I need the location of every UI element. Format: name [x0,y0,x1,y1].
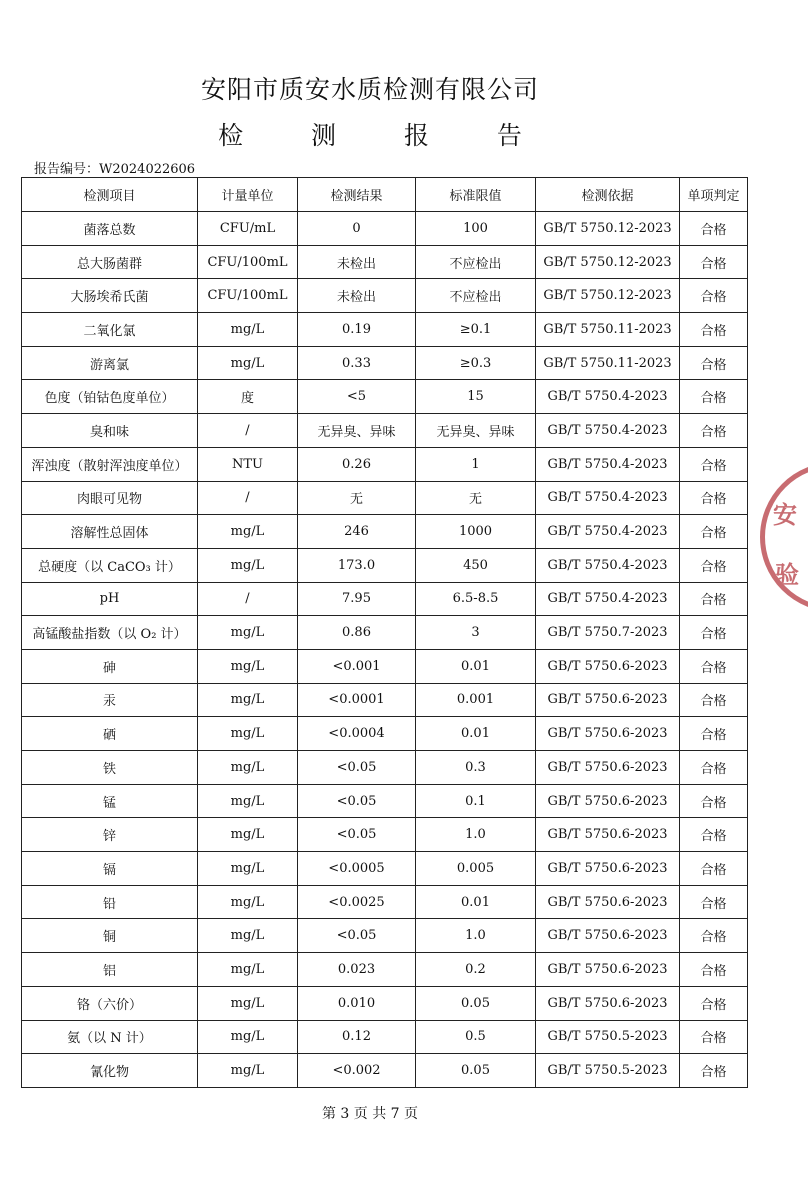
table-row [22,717,748,751]
result-cell: 246 [298,515,416,549]
item-cell: 砷 [22,649,198,683]
limit-cell: 1.0 [416,919,536,953]
table-row [22,683,748,717]
unit-cell: mg/L [198,313,298,347]
limit-cell: 6.5-8.5 [416,582,536,616]
verdict-cell: 合格 [680,683,748,717]
limit-cell: 0.1 [416,784,536,818]
result-cell: <0.0025 [298,885,416,919]
method-cell: GB/T 5750.4-2023 [536,447,680,481]
verdict-cell: 合格 [680,953,748,987]
result-cell: 未检出 [298,245,416,279]
column-header: 检测项目 [22,178,198,212]
result-cell: <0.001 [298,649,416,683]
result-cell: 0.86 [298,616,416,650]
limit-cell: ≥0.1 [416,313,536,347]
item-cell: 高锰酸盐指数（以 O₂ 计） [22,616,198,650]
table-row [22,346,748,380]
result-cell: 173.0 [298,548,416,582]
unit-cell: mg/L [198,717,298,751]
method-cell: GB/T 5750.4-2023 [536,582,680,616]
limit-cell: 0.005 [416,852,536,886]
unit-cell: mg/L [198,649,298,683]
table-row [22,852,748,886]
method-cell: GB/T 5750.6-2023 [536,919,680,953]
item-cell: 镉 [22,852,198,886]
result-cell: <0.05 [298,919,416,953]
method-cell: GB/T 5750.7-2023 [536,616,680,650]
method-cell: GB/T 5750.4-2023 [536,380,680,414]
method-cell: GB/T 5750.6-2023 [536,953,680,987]
verdict-cell: 合格 [680,818,748,852]
limit-cell: 0.05 [416,1054,536,1088]
item-cell: 锌 [22,818,198,852]
verdict-cell: 合格 [680,380,748,414]
table-row [22,818,748,852]
column-header: 标准限值 [416,178,536,212]
item-cell: 硒 [22,717,198,751]
unit-cell: mg/L [198,683,298,717]
method-cell: GB/T 5750.5-2023 [536,1054,680,1088]
verdict-cell: 合格 [680,919,748,953]
unit-cell: mg/L [198,1054,298,1088]
unit-cell: mg/L [198,1020,298,1054]
table-row [22,548,748,582]
item-cell: 总大肠菌群 [22,245,198,279]
item-cell: 铜 [22,919,198,953]
unit-cell: mg/L [198,986,298,1020]
unit-cell: NTU [198,447,298,481]
method-cell: GB/T 5750.6-2023 [536,885,680,919]
item-cell: 铁 [22,751,198,785]
item-cell: 汞 [22,683,198,717]
item-cell: 总硬度（以 CaCO₃ 计） [22,548,198,582]
method-cell: GB/T 5750.12-2023 [536,279,680,313]
verdict-cell: 合格 [680,784,748,818]
result-cell: 0.33 [298,346,416,380]
unit-cell: CFU/100mL [198,245,298,279]
verdict-cell: 合格 [680,279,748,313]
item-cell: 二氧化氯 [22,313,198,347]
limit-cell: ≥0.3 [416,346,536,380]
limit-cell: 450 [416,548,536,582]
method-cell: GB/T 5750.12-2023 [536,212,680,246]
unit-cell: mg/L [198,346,298,380]
result-cell: <0.05 [298,784,416,818]
result-cell: 未检出 [298,279,416,313]
column-header: 计量单位 [198,178,298,212]
limit-cell: 0.2 [416,953,536,987]
verdict-cell: 合格 [680,1054,748,1088]
table-row [22,380,748,414]
table-body [22,212,748,1088]
verdict-cell: 合格 [680,447,748,481]
unit-cell: mg/L [198,751,298,785]
report-title: 检 测 报 告 [218,121,552,150]
verdict-cell: 合格 [680,313,748,347]
table-row [22,279,748,313]
verdict-cell: 合格 [680,548,748,582]
limit-cell: 不应检出 [416,245,536,279]
verdict-cell: 合格 [680,414,748,448]
verdict-cell: 合格 [680,717,748,751]
table-row [22,245,748,279]
item-cell: 氰化物 [22,1054,198,1088]
item-cell: 菌落总数 [22,212,198,246]
item-cell: 浑浊度（散射浑浊度单位） [22,447,198,481]
unit-cell: / [198,481,298,515]
unit-cell: mg/L [198,885,298,919]
method-cell: GB/T 5750.6-2023 [536,986,680,1020]
method-cell: GB/T 5750.6-2023 [536,683,680,717]
limit-cell: 100 [416,212,536,246]
verdict-cell: 合格 [680,346,748,380]
table-header [22,178,748,212]
result-cell: <0.05 [298,751,416,785]
unit-cell: mg/L [198,548,298,582]
verdict-cell: 合格 [680,852,748,886]
verdict-cell: 合格 [680,986,748,1020]
method-cell: GB/T 5750.4-2023 [536,481,680,515]
result-cell: <0.0001 [298,683,416,717]
limit-cell: 0.5 [416,1020,536,1054]
method-cell: GB/T 5750.11-2023 [536,346,680,380]
method-cell: GB/T 5750.4-2023 [536,515,680,549]
limit-cell: 无 [416,481,536,515]
table-row [22,953,748,987]
limit-cell: 无异臭、异味 [416,414,536,448]
verdict-cell: 合格 [680,515,748,549]
verdict-cell: 合格 [680,212,748,246]
unit-cell: mg/L [198,616,298,650]
table-row [22,212,748,246]
verdict-cell: 合格 [680,481,748,515]
limit-cell: 1000 [416,515,536,549]
unit-cell: / [198,414,298,448]
table-row [22,447,748,481]
table-row [22,919,748,953]
item-cell: 肉眼可见物 [22,481,198,515]
limit-cell: 0.01 [416,885,536,919]
table-row [22,1054,748,1088]
verdict-cell: 合格 [680,245,748,279]
item-cell: 铬（六价） [22,986,198,1020]
method-cell: GB/T 5750.12-2023 [536,245,680,279]
unit-cell: mg/L [198,818,298,852]
result-cell: 0 [298,212,416,246]
limit-cell: 0.3 [416,751,536,785]
unit-cell: mg/L [198,919,298,953]
seal-text-1: 安 [773,501,797,529]
method-cell: GB/T 5750.6-2023 [536,751,680,785]
result-cell: <0.0004 [298,717,416,751]
verdict-cell: 合格 [680,582,748,616]
method-cell: GB/T 5750.5-2023 [536,1020,680,1054]
item-cell: 锰 [22,784,198,818]
result-cell: 0.023 [298,953,416,987]
item-cell: pH [22,582,198,616]
result-cell: <0.0005 [298,852,416,886]
limit-cell: 不应检出 [416,279,536,313]
table-row [22,1020,748,1054]
result-cell: 0.12 [298,1020,416,1054]
table-row [22,616,748,650]
limit-cell: 15 [416,380,536,414]
limit-cell: 1.0 [416,818,536,852]
item-cell: 铝 [22,953,198,987]
unit-cell: mg/L [198,953,298,987]
limit-cell: 0.001 [416,683,536,717]
method-cell: GB/T 5750.6-2023 [536,818,680,852]
result-cell: 7.95 [298,582,416,616]
limit-cell: 0.05 [416,986,536,1020]
seal-text-2: 验 [775,561,799,589]
result-cell: 无 [298,481,416,515]
item-cell: 游离氯 [22,346,198,380]
verdict-cell: 合格 [680,616,748,650]
method-cell: GB/T 5750.6-2023 [536,649,680,683]
result-cell: 0.19 [298,313,416,347]
column-header: 检测依据 [536,178,680,212]
table-row [22,751,748,785]
item-cell: 臭和味 [22,414,198,448]
unit-cell: mg/L [198,784,298,818]
table-row [22,986,748,1020]
table-row [22,582,748,616]
item-cell: 大肠埃希氏菌 [22,279,198,313]
header-row [22,178,748,212]
item-cell: 氨（以 N 计） [22,1020,198,1054]
unit-cell: 度 [198,380,298,414]
official-seal [760,462,808,612]
method-cell: GB/T 5750.6-2023 [536,784,680,818]
limit-cell: 0.01 [416,649,536,683]
table-row [22,481,748,515]
organization-name: 安阳市质安水质检测有限公司 [200,75,539,104]
unit-cell: CFU/mL [198,212,298,246]
result-cell: 无异臭、异味 [298,414,416,448]
verdict-cell: 合格 [680,649,748,683]
column-header: 单项判定 [680,178,748,212]
result-cell: 0.010 [298,986,416,1020]
table-row [22,885,748,919]
unit-cell: CFU/100mL [198,279,298,313]
method-cell: GB/T 5750.6-2023 [536,717,680,751]
verdict-cell: 合格 [680,885,748,919]
table-row [22,515,748,549]
result-cell: 0.26 [298,447,416,481]
result-cell: <0.002 [298,1054,416,1088]
column-header: 检测结果 [298,178,416,212]
results-table [21,177,748,1088]
unit-cell: mg/L [198,852,298,886]
report-number: 报告编号：W2024022606 [34,162,196,177]
verdict-cell: 合格 [680,751,748,785]
table-row [22,414,748,448]
table-row [22,313,748,347]
limit-cell: 1 [416,447,536,481]
page-number: 第 3 页 共 7 页 [321,1106,419,1122]
unit-cell: mg/L [198,515,298,549]
table-row [22,784,748,818]
item-cell: 溶解性总固体 [22,515,198,549]
result-cell: <5 [298,380,416,414]
verdict-cell: 合格 [680,1020,748,1054]
table-row [22,649,748,683]
limit-cell: 0.01 [416,717,536,751]
item-cell: 色度（铂钴色度单位） [22,380,198,414]
method-cell: GB/T 5750.6-2023 [536,852,680,886]
result-cell: <0.05 [298,818,416,852]
method-cell: GB/T 5750.11-2023 [536,313,680,347]
method-cell: GB/T 5750.4-2023 [536,548,680,582]
method-cell: GB/T 5750.4-2023 [536,414,680,448]
unit-cell: / [198,582,298,616]
item-cell: 铅 [22,885,198,919]
limit-cell: 3 [416,616,536,650]
